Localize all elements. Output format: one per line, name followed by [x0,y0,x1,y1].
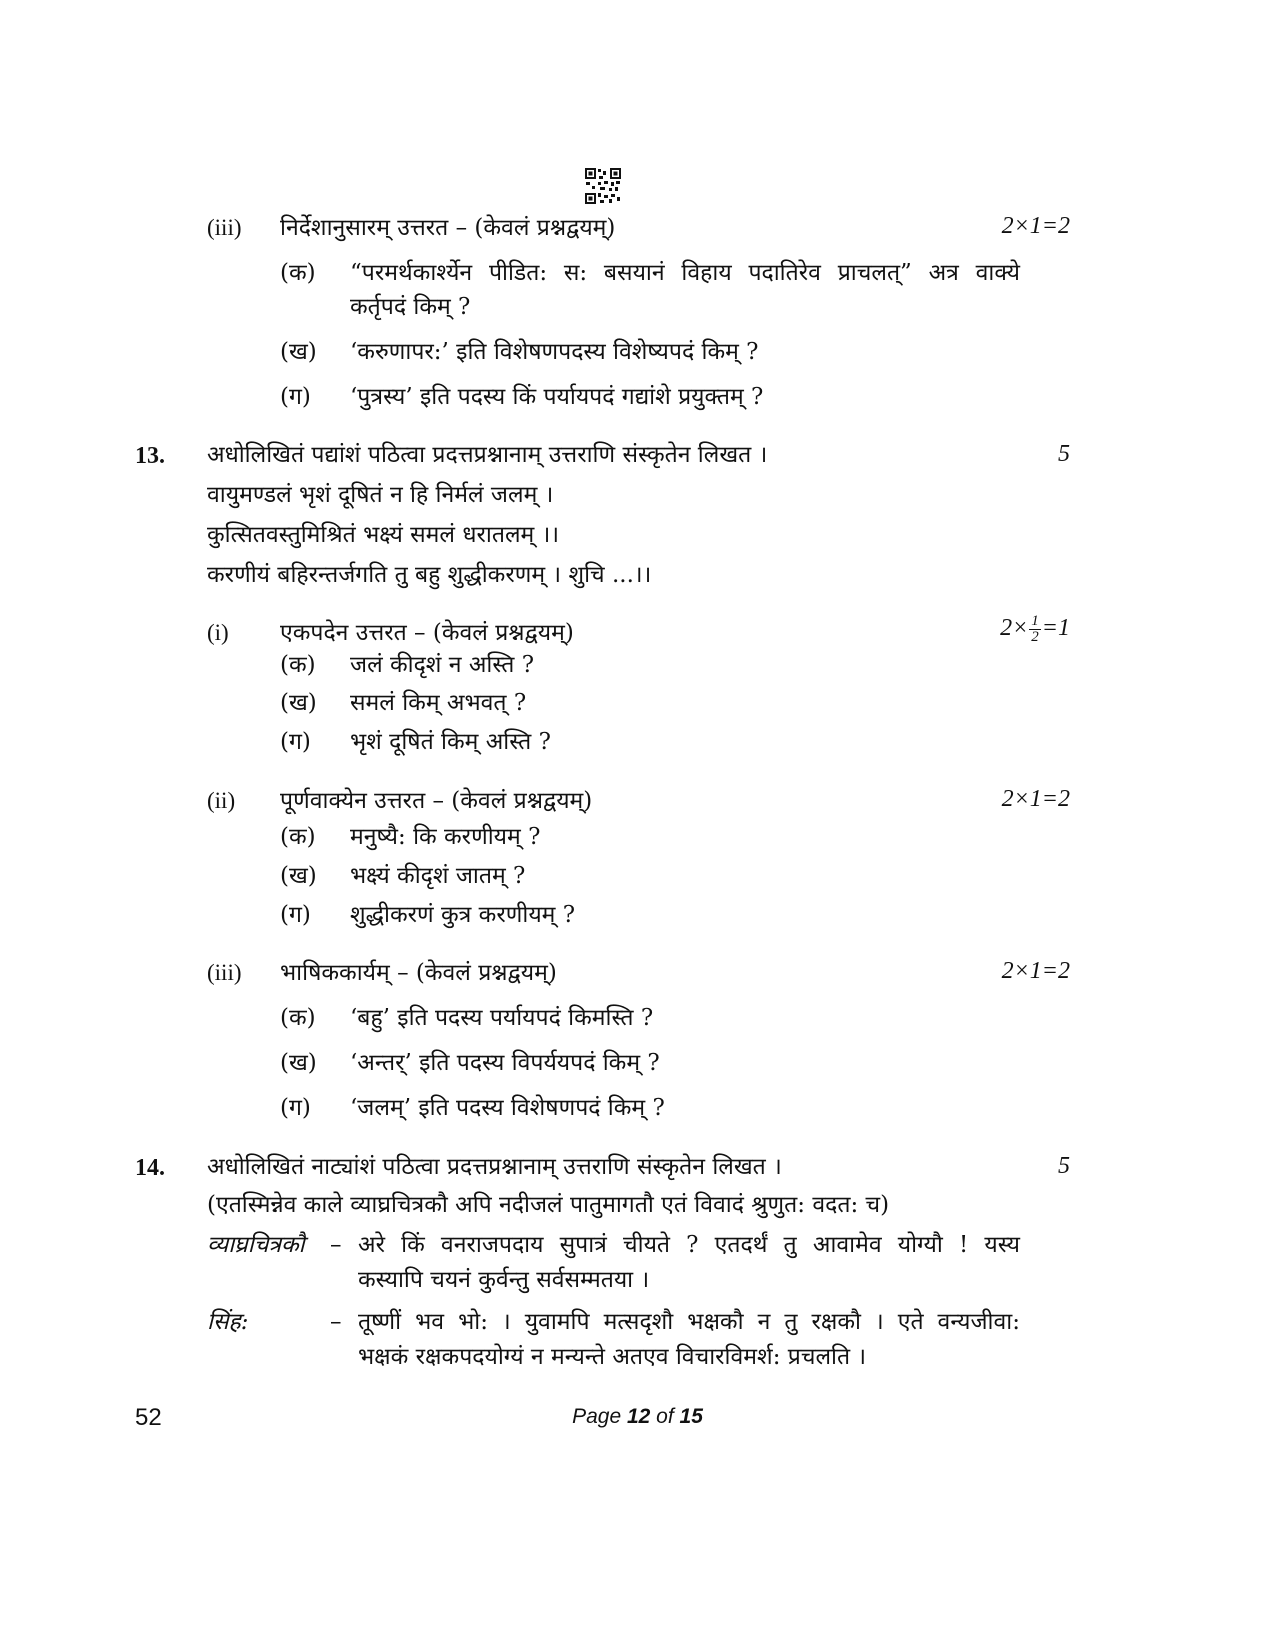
q13-i-instruction: एकपदेन उत्तरत – (केवलं प्रश्नद्वयम्) [280,620,574,646]
q13-i-label: (i) [207,620,229,645]
q13-iii-instruction: भाषिककार्यम् – (केवलं प्रश्नद्वयम्) [280,960,557,986]
q13-ii-marks: 2×1=2 [1001,786,1070,812]
q13-iii-item-kha-text: ‘अन्तर्’ इति पदस्य विपर्ययपदं किम् ? [350,1050,660,1076]
q13-ii-label: (ii) [207,788,236,813]
q13-ii-instruction: पूर्णवाक्येन उत्तरत – (केवलं प्रश्नद्वयम्) [280,788,593,814]
q13-i-item-ga-text: भृशं दूषितं किम् अस्ति ? [350,729,551,755]
q14-marks: 5 [1058,1153,1070,1179]
q14-speaker-1-line-1: अरे किं वनराजपदाय सुपात्रं चीयते ? एतदर्थं तु आवामेव योग्यौ ! यस्य [358,1232,1020,1258]
paper-code: 52 [135,1404,162,1431]
q14-heading: अधोलिखितं नाट्यांशं पठित्वा प्रदत्तप्रश्नानाम् उत्तराणि संस्कृतेन लिखत । [207,1154,782,1180]
q12-iii-instruction: निर्देशानुसारम् उत्तरत – (केवलं प्रश्नद्वयम्) [280,215,616,241]
q13-heading: अधोलिखितं पद्यांशं पठित्वा प्रदत्तप्रश्नानाम् उत्तराणि संस्कृतेन लिखत । [207,442,768,468]
q13-i-item-ka-text: जलं कीदृशं न अस्ति ? [350,652,535,678]
q14-speaker-2-line-2: भक्षकं रक्षकपदयोग्यं न मन्यन्ते अतएव विचारविमर्श: प्रचलति । [358,1344,867,1370]
q13-iii-marks: 2×1=2 [1001,958,1070,984]
q14-stage-direction: (एतस्मिन्नेव काले व्याघ्रचित्रकौ अपि नदीजलं पातुमागतौ एतं विवादं श्रुणुत: वदत: च) [207,1192,890,1218]
q14-speaker-2-line-1: तूष्णीं भव भो: । युवामपि मत्सदृशौ भक्षकौ न तु रक्षकौ । एते वन्यजीवा: [358,1309,1020,1335]
q12-iii-item-ka-label: (क) [280,260,316,286]
q13-marks: 5 [1058,441,1070,467]
q13-verse-line-1: वायुमण्डलं भृशं दूषितं न हि निर्मलं जलम् । [207,482,554,508]
q13-verse-line-3: करणीयं बहिरन्तर्जगति तु बहु शुद्धीकरणम् । शुचि ...।। [207,562,652,588]
q13-i-item-ka-label: (क) [280,652,316,678]
q13-verse-line-2: कुत्सितवस्तुमिश्रितं भक्ष्यं समलं धरातलम् ।। [207,522,560,548]
qr-code-icon [585,168,621,204]
q14-speaker-1-line-2: कस्यापि चयनं कुर्वन्तु सर्वसम्मतया । [358,1267,650,1293]
q13-iii-item-ga-text: ‘जलम्’ इति पदस्य विशेषणपदं किम् ? [350,1095,665,1121]
q12-iii-label: (iii) [207,215,242,240]
q12-iii-item-kha-label: (ख) [280,339,317,365]
q14-speaker-2-dash: – [330,1309,342,1335]
page-number: Page 12 of 15 [572,1405,703,1428]
q14-number: 14. [135,1155,165,1181]
q13-number: 13. [135,443,165,469]
q14-speaker-1: व्याघ्रचित्रकौ [207,1232,305,1258]
q13-i-item-kha-label: (ख) [280,690,317,716]
q12-iii-item-ga-label: (ग) [280,384,311,410]
q12-iii-marks: 2×1=2 [1001,213,1070,239]
q13-iii-item-kha-label: (ख) [280,1050,317,1076]
q12-iii-item-ka-text: “परमर्थकार्श्येन पीडित: स: बसयानं विहाय पदातिरेव प्राचलत्” अत्र वाक्ये [350,260,1020,286]
q13-ii-item-ka-label: (क) [280,824,316,850]
q13-iii-label: (iii) [207,960,242,985]
q12-iii-item-ka-text-cont: कर्तृपदं किम् ? [350,294,471,320]
q13-ii-item-ga-label: (ग) [280,902,311,928]
q13-ii-item-ga-text: शुद्धीकरणं कुत्र करणीयम् ? [350,902,576,928]
q12-iii-item-kha-text: ‘करुणापर:’ इति विशेषणपदस्य विशेष्यपदं किम् ? [350,339,759,365]
q13-i-item-ga-label: (ग) [280,729,311,755]
q13-ii-item-ka-text: मनुष्यै: कि करणीयम् ? [350,824,541,850]
q13-iii-item-ga-label: (ग) [280,1095,311,1121]
q12-iii-item-ga-text: ‘पुत्रस्य’ इति पदस्य किं पर्यायपदं गद्यांशे प्रयुक्तम् ? [350,384,764,410]
q13-i-marks: 2× $\frac{1}{2}$ =1 [1000,613,1070,645]
q13-ii-item-kha-label: (ख) [280,863,317,889]
q14-speaker-2: सिंह: [207,1309,249,1335]
q14-speaker-1-dash: – [330,1232,342,1258]
q13-i-item-kha-text: समलं किम् अभवत् ? [350,690,527,716]
q13-ii-item-kha-text: भक्ष्यं कीदृशं जातम् ? [350,863,526,889]
q13-iii-item-ka-text: ‘बहु’ इति पदस्य पर्यायपदं किमस्ति ? [350,1005,654,1031]
q13-iii-item-ka-label: (क) [280,1005,316,1031]
